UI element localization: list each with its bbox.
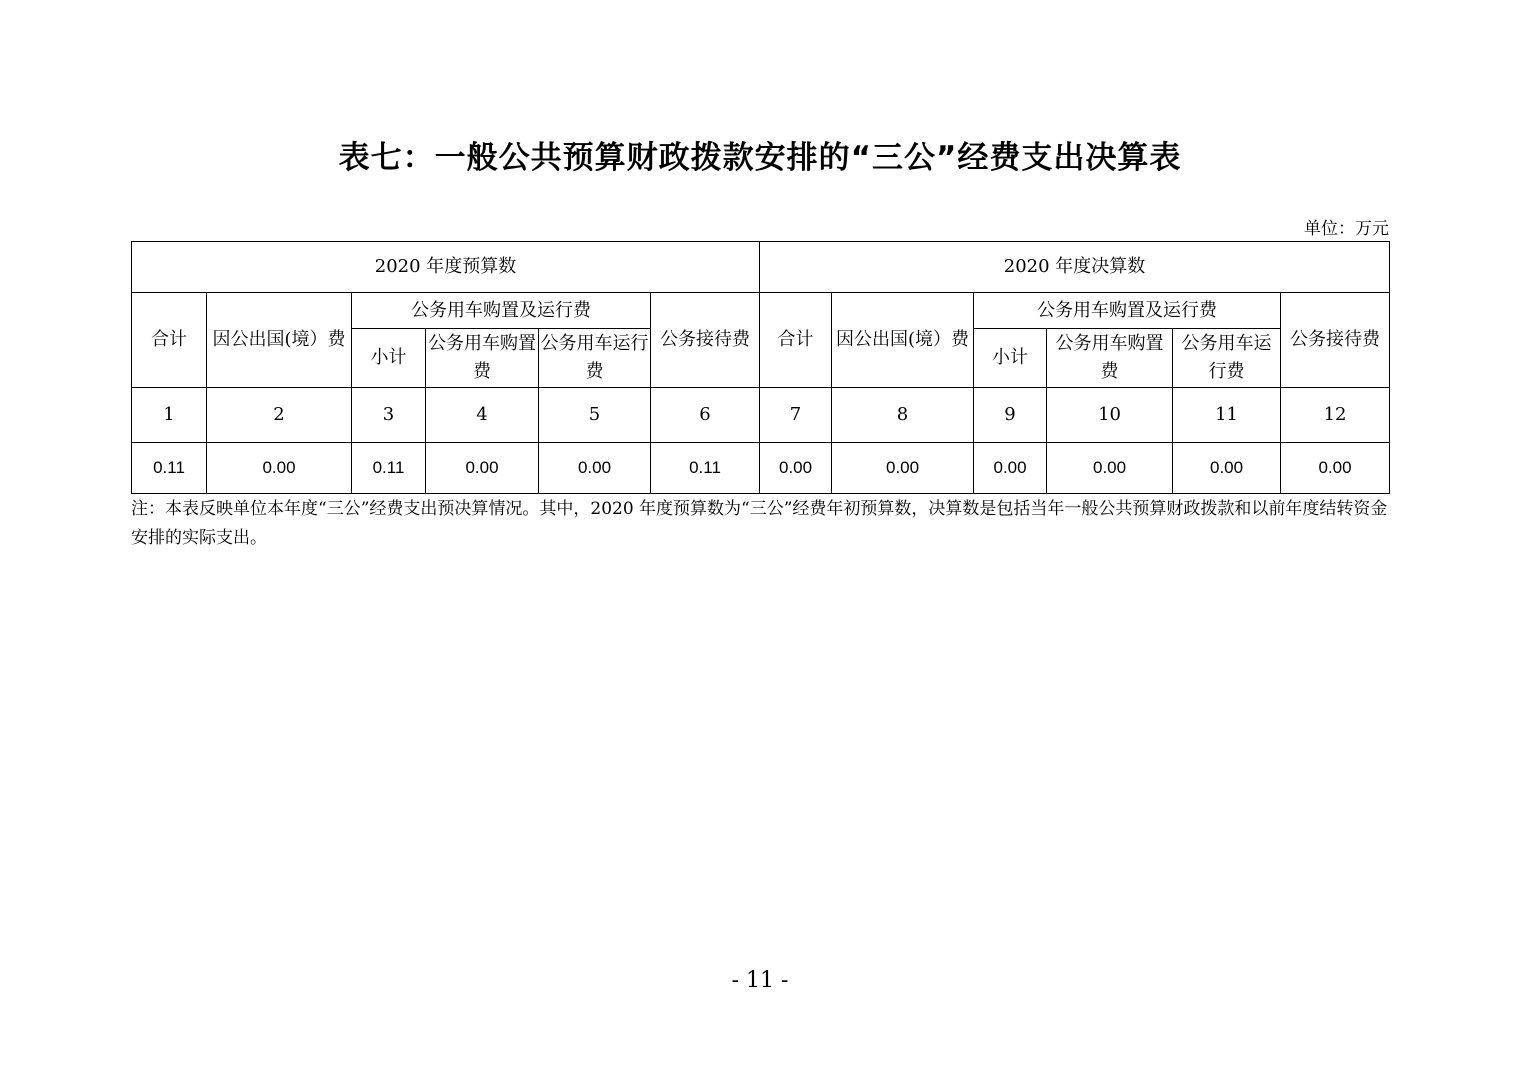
column-number: 7 — [760, 388, 832, 443]
header-abroad: 因公出国(境）费 — [207, 293, 352, 388]
header-vehicle-purchase: 公务用车购置费 — [1047, 329, 1173, 388]
final-header: 2020 年度决算数 — [760, 242, 1390, 293]
value-cell: 0.00 — [974, 443, 1047, 494]
table-row — [132, 443, 1390, 494]
column-number: 4 — [426, 388, 539, 443]
value-cell: 0.00 — [207, 443, 352, 494]
value-cell: 0.00 — [1173, 443, 1281, 494]
table-note: 注：本表反映单位本年度“三公”经费支出预决算情况。其中，2020 年度预算数为“三公”经费年初预算数，决算数是包括当年一般公共预算财政拨款和以前年度结转资金安排的实际支出。 — [131, 499, 1388, 548]
page-number: - 11 - — [731, 968, 789, 993]
column-number: 11 — [1173, 388, 1281, 443]
value-cell: 0.00 — [832, 443, 974, 494]
column-number: 2 — [207, 388, 352, 443]
three-public-expenses-table — [131, 241, 1390, 494]
value-cell: 0.00 — [760, 443, 832, 494]
page-title: 表七：一般公共预算财政拨款安排的“三公”经费支出决算表 — [338, 140, 1182, 176]
column-number: 10 — [1047, 388, 1173, 443]
header-reception: 公务接待费 — [1281, 293, 1390, 388]
column-number: 5 — [539, 388, 651, 443]
column-number: 3 — [352, 388, 426, 443]
header-vehicle-purchase: 公务用车购置费 — [426, 329, 539, 388]
column-number: 6 — [651, 388, 760, 443]
header-vehicle: 公务用车购置及运行费 — [352, 293, 651, 329]
value-cell: 0.11 — [132, 443, 207, 494]
header-vehicle: 公务用车购置及运行费 — [974, 293, 1281, 329]
value-cell: 0.00 — [1047, 443, 1173, 494]
column-number-row — [132, 388, 1390, 443]
header-abroad: 因公出国(境）费 — [832, 293, 974, 388]
header-reception: 公务接待费 — [651, 293, 760, 388]
value-cell: 0.11 — [352, 443, 426, 494]
column-number: 12 — [1281, 388, 1390, 443]
header-vehicle-operation: 公务用车运行费 — [539, 329, 651, 388]
header-vehicle-operation: 公务用车运行费 — [1173, 329, 1281, 388]
value-cell: 0.11 — [651, 443, 760, 494]
value-cell: 0.00 — [1281, 443, 1390, 494]
header-subtotal: 小计 — [974, 329, 1047, 388]
value-cell: 0.00 — [426, 443, 539, 494]
value-cell: 0.00 — [539, 443, 651, 494]
column-number: 1 — [132, 388, 207, 443]
header-total: 合计 — [132, 293, 207, 388]
unit-label: 单位：万元 — [1304, 219, 1389, 239]
column-number: 9 — [974, 388, 1047, 443]
header-total: 合计 — [760, 293, 832, 388]
column-number: 8 — [832, 388, 974, 443]
header-subtotal: 小计 — [352, 329, 426, 388]
budget-header: 2020 年度预算数 — [132, 242, 760, 293]
